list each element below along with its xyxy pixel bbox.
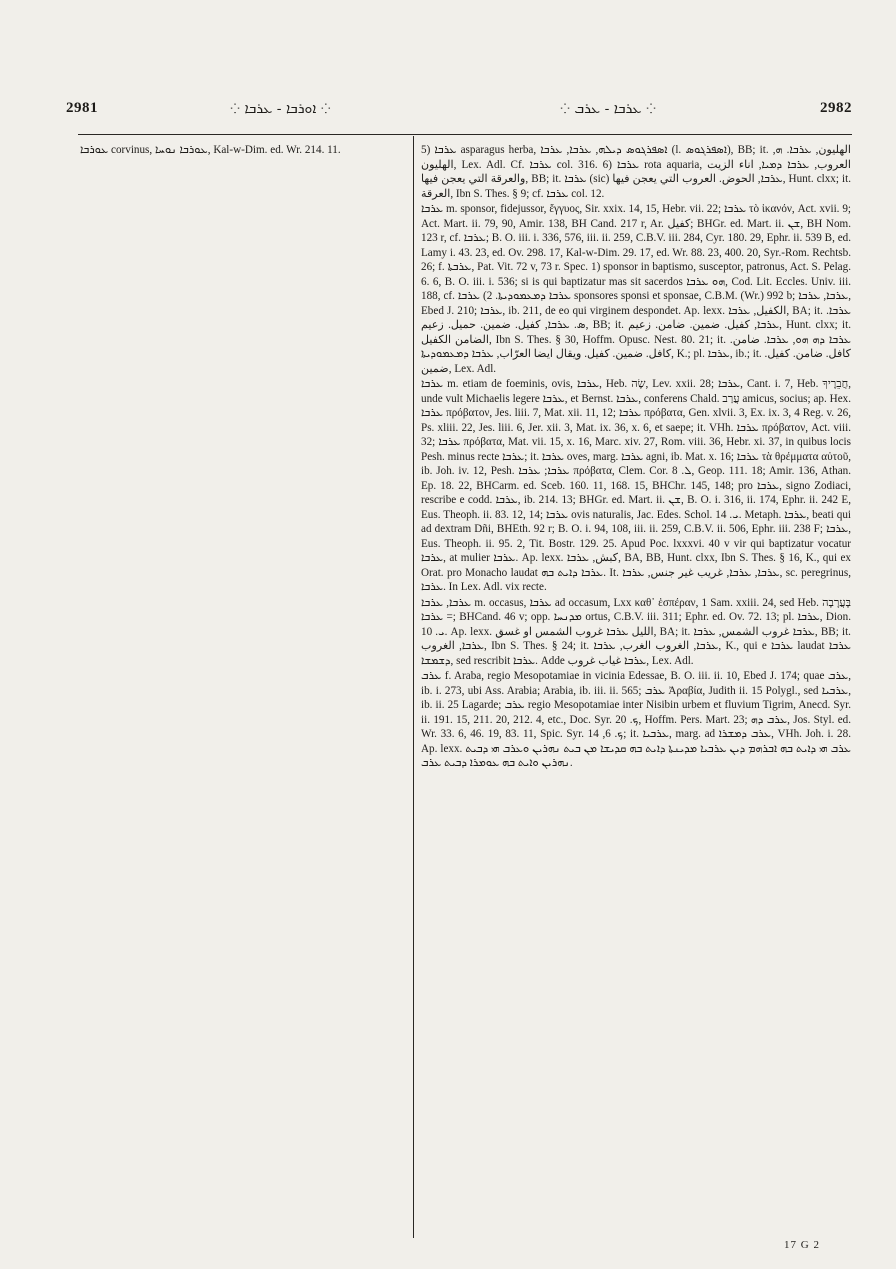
column-divider [413, 136, 414, 1238]
left-column [80, 143, 406, 1238]
running-title-left: ⁘ ܐܘܪܒܐ - ܥܪܒܐ ⁘ [230, 101, 331, 117]
header-rule [78, 134, 852, 135]
dictionary-entry: 5) ܥܪܒܐ asparagus herba, ܐܣܦܪܓܘܣ ܕܝܠܗ, ܥܪܒܐ, ܥܪܒܐ (l. ܐܣܦܪܓܘܣ), BB; it. الهليون, ܥܪܒܐ. ܗ, الهليون, Lex. Adl. Cf. ܥܪܒܐ col. 316. 6) ܥܪܒܐ rota aquaria, العروب, ܥܪܒܐ ܕܡܝܐ, اناء الزيت والعرقة التي يعجن فيها, BB; it. ܥܪܒܐ (sic) ܥܪܒܐ, الحوض. العروب التي يعجن فيها, Hunt. clxx; it. العرقة, Ibn S. Thes. § 9; cf. ܥܪܒܐ col. 12. [421, 144, 851, 200]
page-number-right: 2982 [820, 100, 852, 116]
signature-mark: 17 G 2 [784, 1239, 820, 1251]
dictionary-entry: ܥܪܒܐ m. sponsor, fidejussor, ἔγγυος, Sir. xxix. 14, 15, Hebr. vii. 22; ܥܪܒܐ τὸ ἱκανόν, Act. xvii. 9; Act. Mart. ii. 79, 90, Amir. 138, BH Cand. 217 r, Ar. كفيل; BHGr. ed. Mart. ii. ܫܢ, BH Nom. 123 r, cf. ܥܪܒܐ; B. O. iii. i. 336, 576, iii. ii. 259, C.B.V. iii. 284, Cyr. 180. 29, Ephr. ii. 539 B, ed. Lamy i. 43. 23, ed. Ov. 298. 17, Kal-w-Dim. 29. 17, ed. Wr. 88. 23, 400. 20, Syr.-Rom. Rechtsb. 26; f. ܥܪܒܬܐ, Pat. Vit. 72 v, 73 r. Spec. 1) sponsor in baptismo, susceptor, patronus, Act. S. Pelag. 6. 6, B. O. iii. i. 536; si is qui baptizatur mas sit sacerdos ܗܘ ܥܪܒܐ, Cod. Lit. Eccles. Univ. iii. 188, cf. ܥܪܒܐ ܕܡܥܡܘܕܝܬܐ. 2) ܥܪܒܐ sponsores sponsi et sponsae, C.B.M. (Wr.) 992 b; ܥܪܒܐ, ܥܪܒܐ, Ebed J. 210; ܥܪܒܐ, ib. 211, de eo qui virginem despondet. Ap. lexx. الكفيل, ܥܪܒܐ, BA; it. ܥܪܒܐ. ܣ. ܥܪܒܐ, كفيل. ضمين. حميل. زعيم, BB; it. ܥܪܒܐ, كفيل. ضمين. ضامن. زعيم, Hunt. clxx; it. الضامن الكفيل, Ibn S. Thes. § 30, Hoffm. Opusc. Nest. 80. 21; it. ܥܪܒܐ ܕܗ ܗܘ, ܥܪܒܐ. ضامن. كافل. ضمين. كفيل. ويقال ايضا العرّاب, ܥܪܒܐ ܕܡܥܡܘܕܝܬܐ, K.; pl. ܥܪܒܐ, ib.; it. كافل. ضامن. كفيل. ضمين, Lex. Adl. [421, 203, 851, 375]
dictionary-entry: ܥܪܒܐ m. etiam de foeminis, ovis, ܥܪܒܐ, Heb. שֶׂה, Lev. xxii. 28; ܥܪܒܐ, Cant. i. 7, Heb. חֲבֵרֶיךָ, unde vult Michaelis legere ܥܪܒܐ, et Bernst. ܥܪܒܐ, conferens Chald. עֲרַב amicus, socius; ap. Hex. ܥܪܒܐ πρόβατον, Jes. liii. 7, Mat. xii. 11, 12; ܥܪܒܐ πρόβατα, Gen. xlvii. 3, Ex. ix. 3, 4 Reg. v. 26, Ps. xliii. 22, Jes. liii. 6, Jer. xii. 3, Mat. ix. 36, x. 6, et saepe; it. VHh. ܥܪܒܐ πρόβατον, Act. viii. 32; ܥܪܒܐ πρόβατα, Mat. vii. 15, x. 16, Marc. xiv. 27, Rom. viii. 36, Hebr. xi. 37, in quibus locis Pesh. minus recte ܥܪܒܐ; it. ܥܪܒܐ oves, marg. ܥܪܒܐ agni, ib. Mat. x. 16; ܥܪܒܐ τὰ θρέμματα αὐτοῦ, ib. Joh. iv. 12, Pesh. ܥܪܒܐ; ܥܪܒܐ πρόβατα, Clem. Cor. ܠ. 8, Geop. 111. 18; Amir. 136, Athan. Ep. 18. 22, BHCarm. ed. Sceb. 160. 11, 168. 15, BHChr. 145, 148; pro ܥܪܒܐ, signo Zodiaci, rescribe e codd. ܥܪܒܐ, ib. 214. 13; BHGr. ed. Mart. ii. ܫܢ, B. O. i. 316, ii. 174, Ephr. ii. 242 E, Eus. Theoph. ii. 83. 12, 14; ܥܪܒܐ ovis naturalis, Jac. Edes. Schol. ܝ. 14. Metaph. ܥܪܒܐ, beati qui ad dextram Dñi, BHEth. 92 r; B. O. i. 94, 108, iii. ii. 259, C.B.V. ii. 506, Ephr. iii. 238 F; ܥܪܒܐ, Eus. Theoph. ii. 95. 2, Tit. Bostr. 129. 25. Apud Poc. lxxxvi. 40 v vir qui baptizatur vocatur ܥܪܒܐ, at mulier ܥܪܒܐ. Ap. lexx. كبش, ܥܪܒܐ, BA, BB, Hunt. clxx, Ibn S. Thes. § 16, K., qui ex Orat. pro Monacho laudat ܥܪܒܐ ܕܐܝܬ ܒܗ. It. ܥܪܒܐ, ܥܪܒܐ, غريب غير جنس, ܥܪܒܐ, sc. peregrinus, ܥܪܒܐ. In Lex. Adl. vix recte. [421, 378, 851, 593]
page-number-left: 2981 [66, 100, 98, 116]
running-title-right: ⁘ ܥܪܒܐ - ܥܪܒ ⁘ [560, 101, 657, 117]
dictionary-entry: ܥܪܒ f. Araba, regio Mesopotamiae in vicinia Edessae, B. O. iii. ii. 10, Ebed J. 174; quae ܥܪܒ, ib. i. 273, ubi Ass. Arabia; Arabia, ib. iii. ii. 565; ܥܪܒ Ἀραβία, Judith ii. 15 Polygl., sed ܥܪܒܝܐ, ib. ii. 25 Lagarde; ܥܪܒ regio Mesopotamiae inter Nisibin urbem et fluvium Tigrim, Anecd. Syr. ii. 191. 15, 211. 20, 212. 4, etc., Doc. Syr. ܟ. 20, Hoffm. Pers. Mart. 23; ܥܪܒ ܕܗ, Jos. Styl. ed. Wr. 33. 6, 46. 19, 83. 11, Spic. Syr. ܟ. 6, 14; it. ܥܪܒܝܐ, marg. ad ܥܪܒ ܕܡܫܪܐ, VHh. Joh. i. 28. Ap. lexx. ܥܪܒ ܗܝ ܕܐܝܬ ܒܗ ܐܒܪܗܡ ܕܝܢ ܥܪܒܝܐ ܡܕܝܢܬܐ ܕܐܝܬ ܒܗ ܩܕܝܫܐ ܡܢ ܒܝܬ ܢܗܪܝܢ ܘܥܪܒ ܗܝ ܕܒܝܬ ܢܗܪܝܢ ܘܐܝܬ ܒܗ ܥܘܡܪܐ ܕܒܝܬ ܥܪܒ. [421, 670, 851, 769]
dictionary-entry: ܥܪܒܐ, ܥܪܒܐ m. occasus, ܥܪܒܐ ad occasum, Lxx καθ᾽ ἑσπέραν, 1 Sam. xxiii. 24, sed Heb. בָּעֲרָבָה = ܥܪܒܐ; BHCand. 46 v; opp. ܡܕܢܚܐ ortus, C.B.V. iii. 311; Ephr. ed. Ov. 72. 13; pl. ܥܪܒܐ, Dion. ܝ. 10. Ap. lexx. الليل ܥܪܒܐ غروب الشمس او غسق, BA; it. ܥܪܒܐ غروب الشمس, ܥܪܒܐ, BB; it. ܥܪܒܐ, الغروب, Ibn S. Thes. § 24; it. ܥܪܒܐ, الغروب الغرب, ܥܪܒܐ, K., qui e ܥܪܒܐ laudat ܥܪܒܐ ܕܫܡܫܐ, sed rescribit ܥܪܒܐ. Adde ܥܪܒܐ غياب غروب, Lex. Adl. [421, 596, 851, 667]
right-column [421, 143, 851, 1238]
dictionary-entry: ܥܘܪܒܐ corvinus, ܥܘܪܒܐ ܢܘܚܐ, Kal-w-Dim. ed. Wr. 214. 11. [80, 144, 341, 156]
running-header [60, 100, 852, 128]
